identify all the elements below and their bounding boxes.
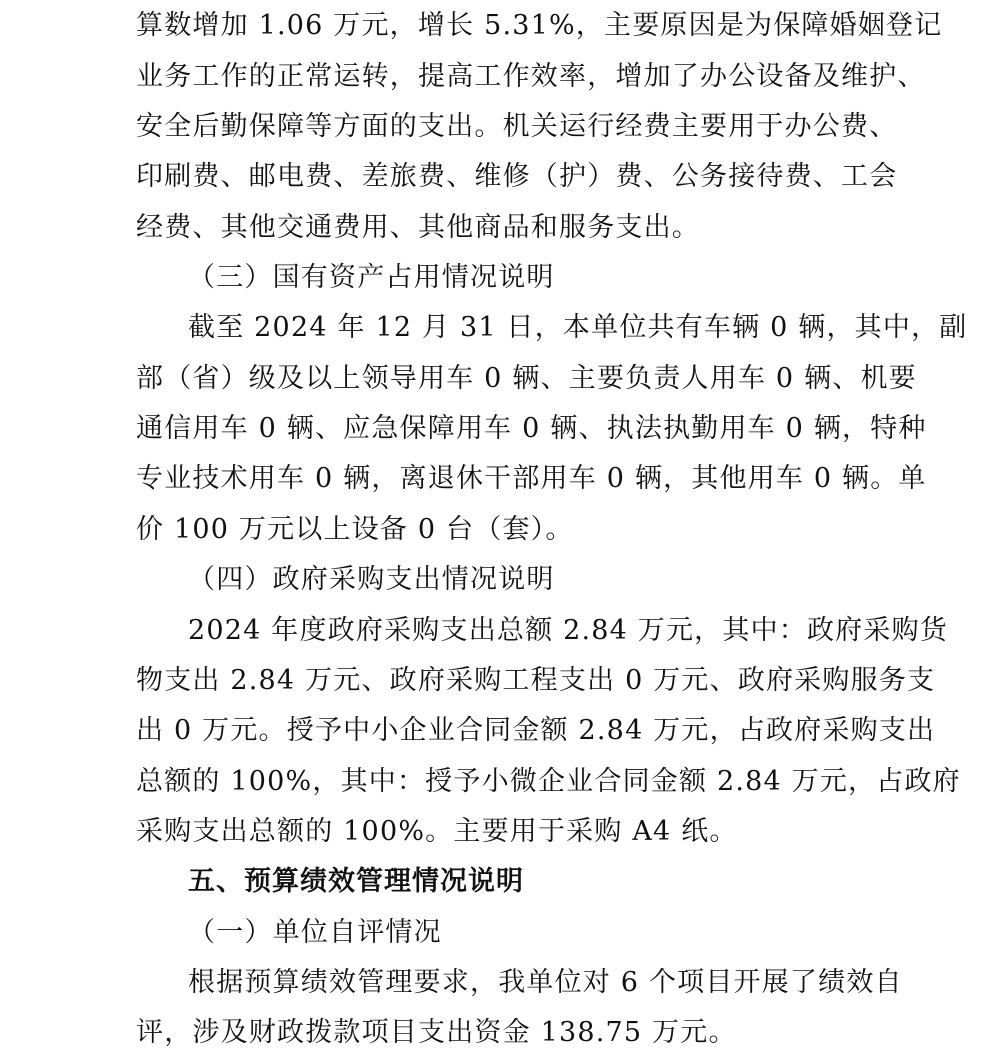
paragraph-line: 业务工作的正常运转，提高工作效率，增加了办公设备及维护、 bbox=[136, 61, 926, 92]
paragraph-line: 总额的 100%，其中：授予小微企业合同金额 2.84 万元，占政府 bbox=[136, 766, 961, 797]
paragraph-line: 价 100 万元以上设备 0 台（套）。 bbox=[136, 514, 574, 545]
paragraph-line: 经费、其他交通费用、其他商品和服务支出。 bbox=[136, 212, 700, 243]
paragraph-line: 印刷费、邮电费、差旅费、维修（护）费、公务接待费、工会 bbox=[136, 161, 898, 192]
section-heading-assets: （三）国有资产占用情况说明 bbox=[188, 262, 555, 293]
paragraph-line: 算数增加 1.06 万元，增长 5.31%，主要原因是为保障婚姻登记 bbox=[136, 10, 943, 41]
paragraph-line: 评，涉及财政拨款项目支出资金 138.75 万元。 bbox=[136, 1017, 737, 1048]
section-heading-performance: 五、预算绩效管理情况说明 bbox=[188, 866, 524, 897]
paragraph-line: 部（省）级及以上领导用车 0 辆、主要负责人用车 0 辆、机要 bbox=[136, 363, 917, 394]
section-heading-procurement: （四）政府采购支出情况说明 bbox=[188, 564, 555, 595]
paragraph-line: 安全后勤保障等方面的支出。机关运行经费主要用于办公费、 bbox=[136, 111, 898, 142]
paragraph-line: 2024 年度政府采购支出总额 2.84 万元，其中：政府采购货 bbox=[188, 615, 948, 646]
paragraph-line: 专业技术用车 0 辆，离退休干部用车 0 辆，其他用车 0 辆。单 bbox=[136, 463, 927, 494]
paragraph-line: 物支出 2.84 万元、政府采购工程支出 0 万元、政府采购服务支 bbox=[136, 665, 936, 696]
section-heading-self-evaluation: （一）单位自评情况 bbox=[188, 917, 442, 948]
paragraph-line: 通信用车 0 辆、应急保障用车 0 辆、执法执勤用车 0 辆，特种 bbox=[136, 413, 927, 444]
paragraph-line: 采购支出总额的 100%。主要用于采购 A4 纸。 bbox=[136, 816, 738, 847]
paragraph-line: 根据预算绩效管理要求，我单位对 6 个项目开展了绩效自 bbox=[188, 967, 903, 998]
paragraph-line: 出 0 万元。授予中小企业合同金额 2.84 万元，占政府采购支出 bbox=[136, 715, 936, 746]
paragraph-line: 截至 2024 年 12 月 31 日，本单位共有车辆 0 辆，其中，副 bbox=[188, 312, 968, 343]
